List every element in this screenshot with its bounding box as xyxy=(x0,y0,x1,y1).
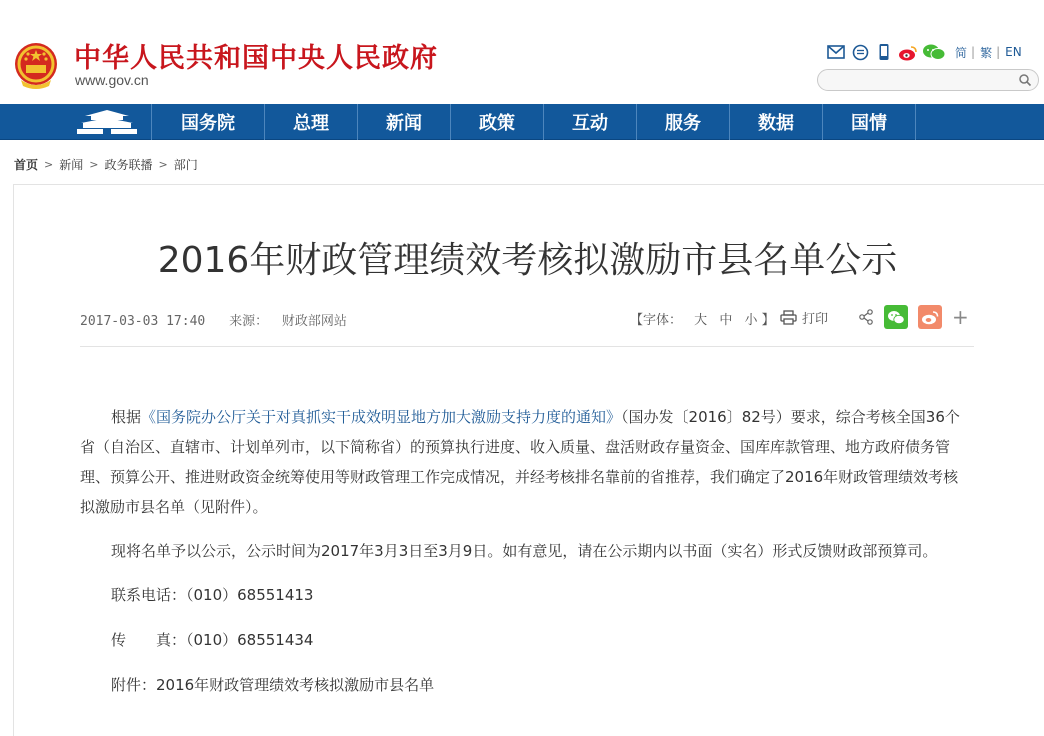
contact-fax: 传 真：（010）68551434 xyxy=(111,631,314,649)
main-nav xyxy=(0,104,1044,140)
font-size-medium-button[interactable]: 中 xyxy=(719,313,733,328)
policy-notice-link[interactable]: 《国务院办公厅关于对真抓实干成效明显地方加大激励支持力度的通知》 xyxy=(141,408,622,426)
article-title: 2016年财政管理绩效考核拟激励市县名单公示 xyxy=(157,240,898,281)
breadcrumb xyxy=(14,156,198,173)
article-body xyxy=(80,402,965,715)
lang-english-link[interactable]: EN xyxy=(1005,45,1022,59)
nav-item-policies[interactable]: 政策 xyxy=(451,104,544,140)
lang-traditional-link[interactable]: 繁 xyxy=(980,45,993,60)
site-url[interactable]: www.gov.cn xyxy=(75,72,149,88)
breadcrumb-home-link[interactable]: 首页 xyxy=(14,158,39,172)
share-icon[interactable] xyxy=(858,309,874,325)
meta-divider xyxy=(80,346,974,347)
article-paragraph: 现将名单予以公示，公示时间为2017年3月3日至3月9日。如有意见，请在公示期内以书面（实名）形式反馈财政部预算司。 xyxy=(111,542,938,560)
breadcrumb-department-link[interactable]: 部门 xyxy=(173,158,198,172)
source-label: 来源： xyxy=(229,314,269,329)
share-bar xyxy=(858,305,969,329)
lang-separator: | xyxy=(971,45,976,59)
share-weibo-button[interactable] xyxy=(918,305,942,329)
nav-item-premier[interactable]: 总理 xyxy=(265,104,358,140)
paragraph-text: （国办发〔2016〕82号）要求，综合考核全国36个省（自治区、直辖市、计划单列市，以下简称省）的预算执行进度、收入质量、盘活财政存量资金、国库库款管理、地方政府债务管理、预算公开、推进财政资金统筹使用等财政管理工作完成情况，并经考核排名靠前的省推荐，我们确定了2016年财政管理绩效考核拟激励市县名单（见附件）。 xyxy=(80,408,960,516)
contact-phone: 联系电话：（010）68551413 xyxy=(111,586,314,604)
print-button[interactable] xyxy=(780,308,828,327)
font-size-control xyxy=(630,309,775,328)
source-name: 财政部网站 xyxy=(281,314,347,329)
search-icon[interactable] xyxy=(1018,73,1032,87)
wechat-icon xyxy=(887,310,905,325)
breadcrumb-gov-link[interactable]: 政务联播 xyxy=(104,158,153,172)
paragraph-text: 根据 xyxy=(111,408,142,426)
nav-item-news[interactable]: 新闻 xyxy=(358,104,451,140)
tiananmen-icon xyxy=(75,109,139,135)
font-size-small-button[interactable]: 小 xyxy=(744,313,758,328)
mail-icon[interactable] xyxy=(826,43,846,61)
font-size-large-button[interactable]: 大 xyxy=(694,313,708,328)
font-size-label: 【字体： xyxy=(630,313,683,328)
weibo-icon xyxy=(921,310,939,325)
chevron-right-icon: > xyxy=(44,158,54,171)
mobile-icon[interactable] xyxy=(874,43,894,61)
share-more-button[interactable]: + xyxy=(952,305,969,329)
chevron-right-icon: > xyxy=(89,158,99,171)
national-emblem-icon[interactable] xyxy=(13,40,59,90)
chevron-right-icon: > xyxy=(158,158,168,171)
wechat-icon[interactable] xyxy=(922,43,946,61)
search-box xyxy=(817,69,1039,91)
nav-item-services[interactable]: 服务 xyxy=(637,104,730,140)
attachment-label: 附件：2016年财政管理绩效考核拟激励市县名单 xyxy=(111,676,435,694)
font-size-close-bracket: 】 xyxy=(761,313,775,328)
weibo-icon[interactable] xyxy=(898,43,918,61)
search-input[interactable] xyxy=(828,72,1018,88)
article-meta xyxy=(80,310,347,329)
lang-separator: | xyxy=(996,45,1001,59)
message-icon[interactable] xyxy=(850,43,870,61)
article-paragraph xyxy=(80,402,965,522)
nav-item-data[interactable]: 数据 xyxy=(730,104,823,140)
nav-item-china[interactable]: 国情 xyxy=(823,104,916,140)
nav-home-button[interactable] xyxy=(62,104,152,140)
print-label: 打印 xyxy=(802,312,829,327)
header-tools xyxy=(826,42,1022,62)
nav-item-state-council[interactable]: 国务院 xyxy=(152,104,265,140)
site-title[interactable]: 中华人民共和国中央人民政府 xyxy=(74,43,438,74)
nav-item-interaction[interactable]: 互动 xyxy=(544,104,637,140)
site-header xyxy=(0,0,1044,104)
publish-date: 2017-03-03 17:40 xyxy=(80,314,206,329)
breadcrumb-news-link[interactable]: 新闻 xyxy=(59,158,84,172)
printer-icon xyxy=(780,310,797,325)
share-wechat-button[interactable] xyxy=(884,305,908,329)
lang-simplified-link[interactable]: 简 xyxy=(955,45,968,60)
